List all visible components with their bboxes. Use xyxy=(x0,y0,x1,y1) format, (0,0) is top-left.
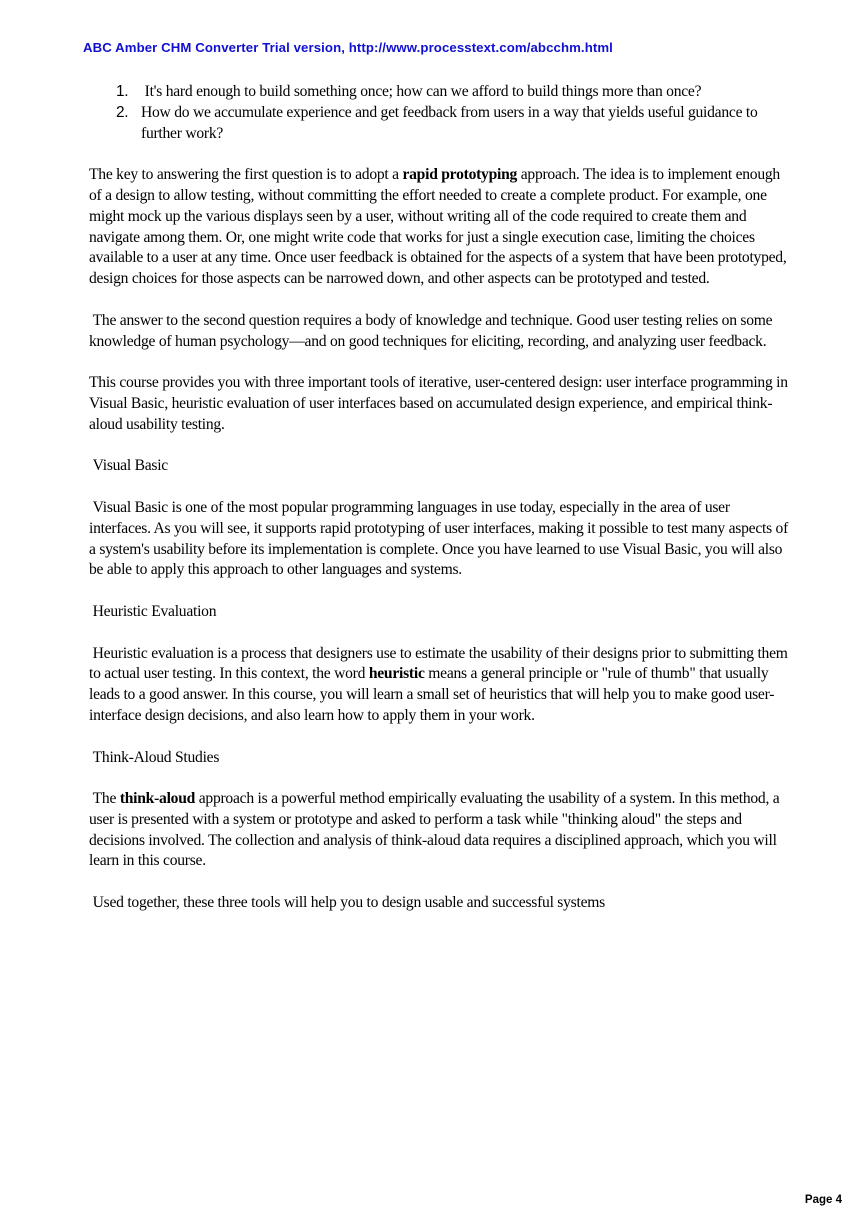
text-span: means a general principle or "rule of thumb" that usually leads to a good answer. In this course, you will learn a small set of heuristics that will help you to make good user-interface design decisions, and also learn how to apply them in your work. xyxy=(89,665,775,724)
text-span: Heuristic evaluation is a process that designers use to estimate the usability of their designs prior to submitting them to actual user testing. In this context, the word xyxy=(89,644,792,683)
paragraph-conclusion: Used together, these three tools will help you to design usable and successful systems xyxy=(89,894,605,912)
list-number: 2. xyxy=(116,103,129,121)
list-text: How do we accumulate experience and get feedback from users in a way that yields useful guidance to further work? xyxy=(141,103,758,142)
trial-watermark: ABC Amber CHM Converter Trial version, http://www.processtext.com/abcchm.html xyxy=(83,40,613,55)
question-list xyxy=(89,82,789,144)
paragraph-rapid-prototyping xyxy=(89,165,789,290)
list-item xyxy=(89,82,789,103)
page-number: Page 4 xyxy=(804,1194,842,1206)
paragraph-second-question: The answer to the second question requires a body of knowledge and technique. Good user testing relies on some knowledge of human psychology—and on good techniques for eliciting, recording, and analyzing user feedback. xyxy=(89,311,776,350)
paragraph-course-tools: This course provides you with three important tools of iterative, user-centered design: user interface programming in Visual Basic, heuristic evaluation of user interfaces based on accumulated design experience, and empirical think-aloud usability testing. xyxy=(89,374,788,433)
term-heuristic: heuristic xyxy=(368,665,425,683)
text-span: approach is a powerful method empirically evaluating the usability of a system. In this method, a user is presented with a system or prototype and asked to perform a task while "thinking aloud" the steps and decisions involved. The collection and analysis of think-aloud data requires a disciplined approach, which you will learn in this course. xyxy=(89,790,784,870)
heading-think-aloud: Think-Aloud Studies xyxy=(89,748,220,766)
text-span: The xyxy=(89,790,120,808)
paragraph-visual-basic: Visual Basic is one of the most popular programming languages in use today, especially in the area of user interfaces. As you will see, it supports rapid prototyping of user interfaces, making it possible to test many aspects of a system's usability before its implementation is complete. Once you have learned to use Visual Basic, you will also be able to apply this approach to other languages and systems. xyxy=(89,498,792,579)
list-text: It's hard enough to build something once; how can we afford to build things more than once? xyxy=(141,83,702,100)
list-number: 1. xyxy=(116,83,129,100)
text-span: approach. The idea is to implement enough of a design to allow testing, without committing the effort needed to create a complete product. For example, one might mock up the various displays seen by a user, without writing all of the code required to create them and navigate among them. Or, one might write code that works for just a single execution case, limiting the choices available to a user at any time. Once user feedback is obtained for the aspects of a system that have been prototyped, design choices for those aspects can be narrowed down, and other aspects can be prototyped and tested. xyxy=(89,166,787,288)
list-item xyxy=(89,103,789,145)
paragraph-heuristic-evaluation xyxy=(89,644,792,727)
heading-heuristic-evaluation: Heuristic Evaluation xyxy=(89,602,217,620)
text-span: The key to answering the first question is to adopt a xyxy=(89,166,403,184)
paragraph-think-aloud xyxy=(89,789,789,872)
term-rapid-prototyping: rapid prototyping xyxy=(402,166,518,184)
term-think-aloud: think-aloud xyxy=(119,790,196,808)
heading-visual-basic: Visual Basic xyxy=(89,457,168,475)
page-content xyxy=(89,82,792,935)
